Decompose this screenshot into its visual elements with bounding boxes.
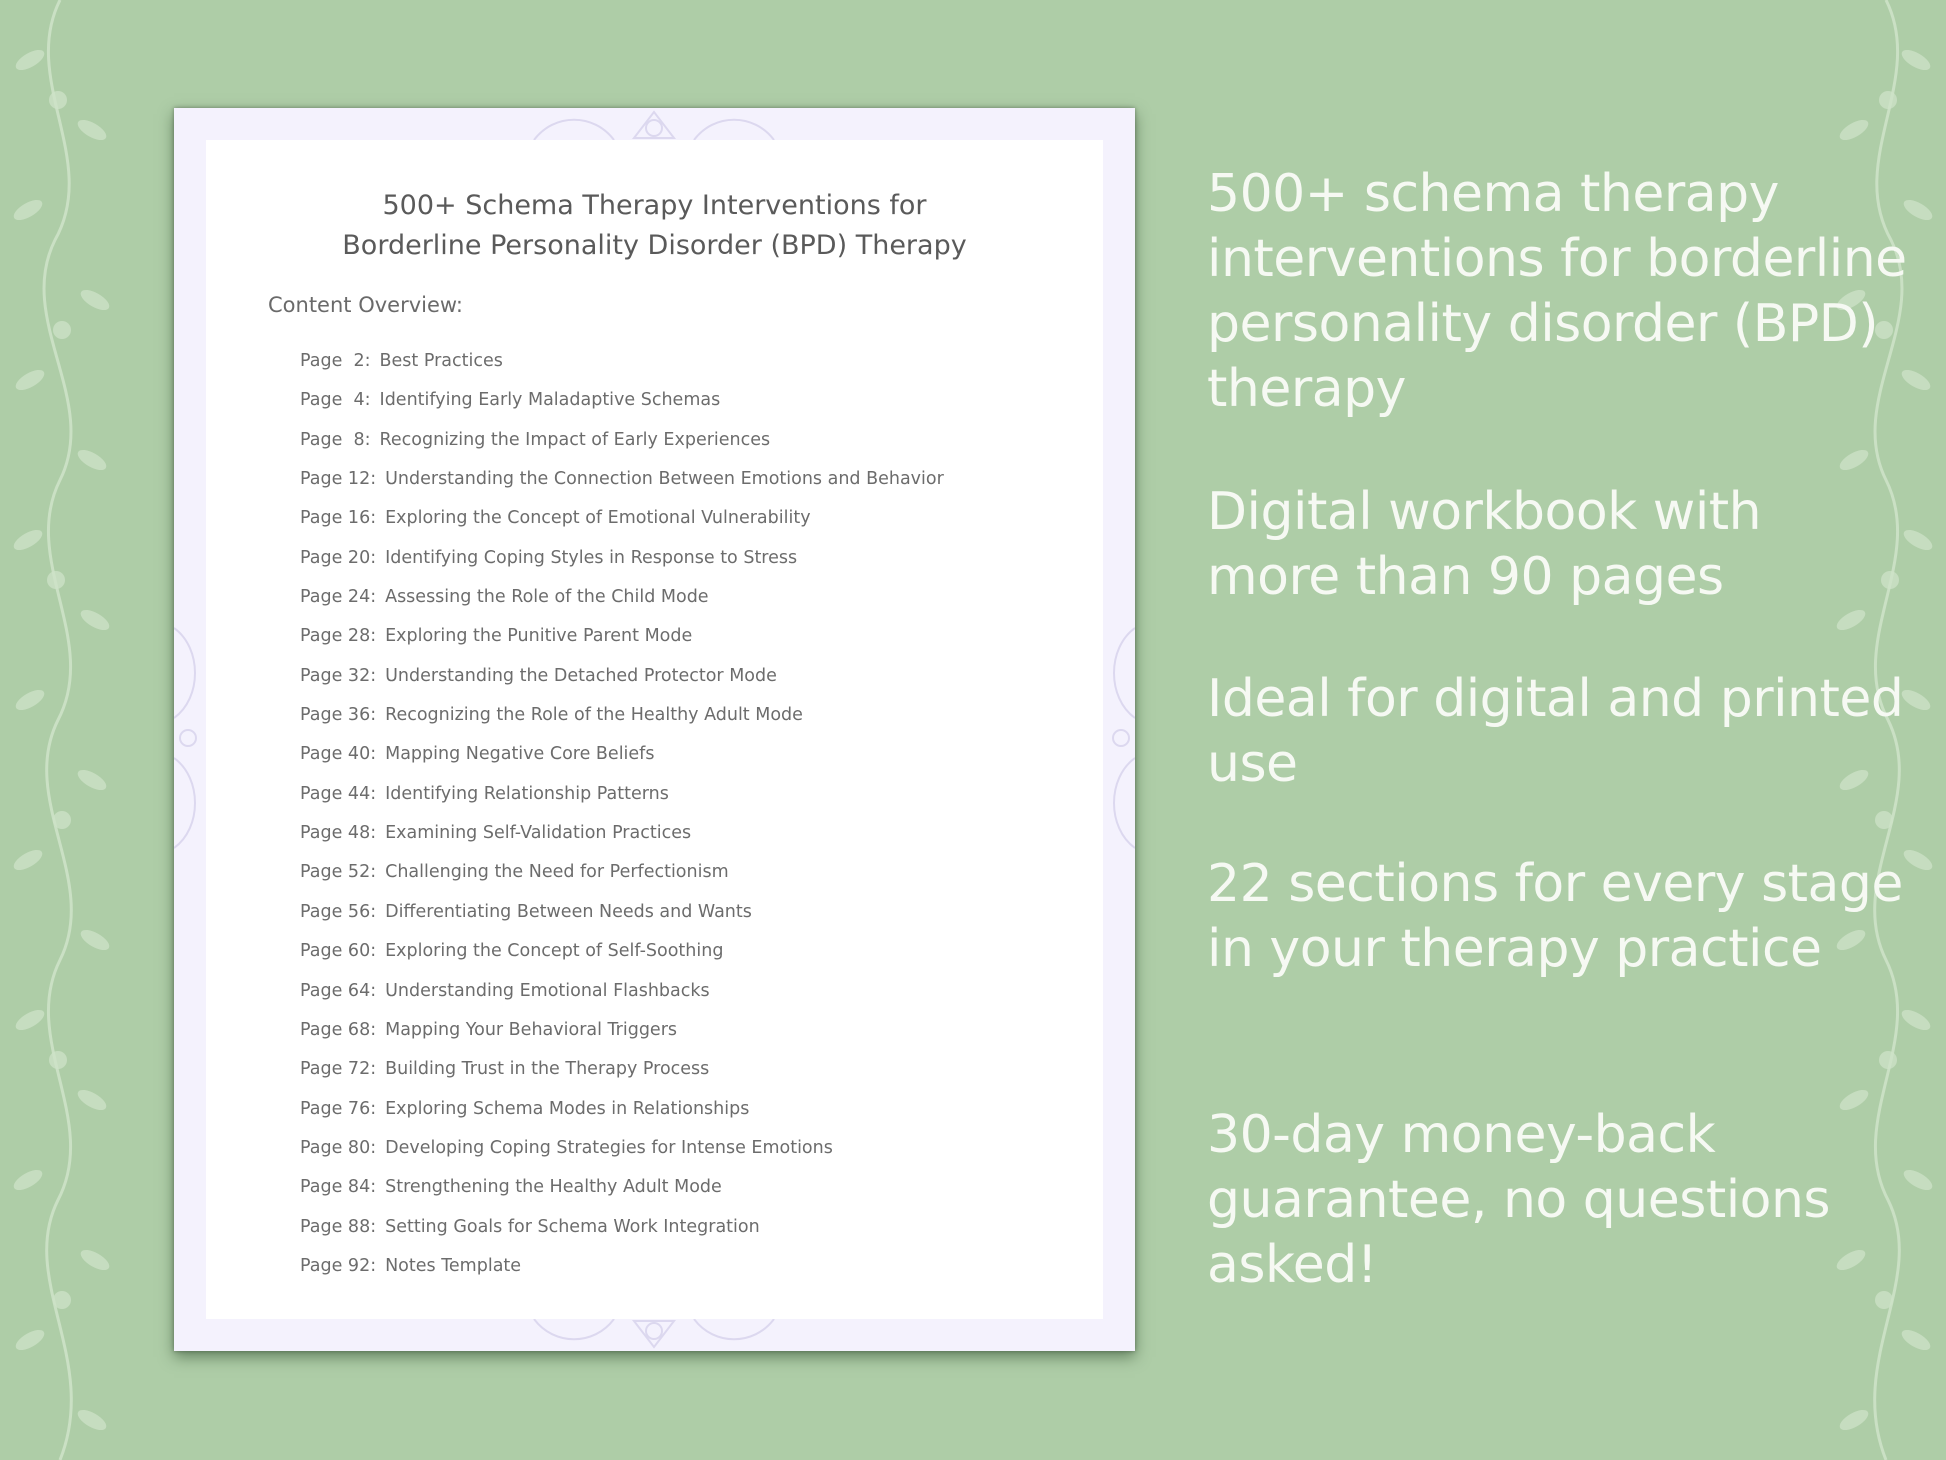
toc-item-title: Examining Self-Validation Practices <box>385 823 692 844</box>
toc-page-number: Page 72: <box>300 1059 377 1080</box>
toc-item-title: Identifying Coping Styles in Response to Stress <box>385 547 798 568</box>
document-title-line2: Borderline Personality Disorder (BPD) Therapy <box>342 230 967 261</box>
feature-text-2: Digital workbook with more than 90 pages <box>1207 482 1762 607</box>
toc-item-title: Differentiating Between Needs and Wants <box>385 901 752 922</box>
feature-text-1: 500+ schema therapy interventions for borderline personality disorder (BPD) therapy <box>1207 164 1907 419</box>
toc-page-number: Page 60: <box>300 941 377 962</box>
toc-item-title: Exploring the Punitive Parent Mode <box>385 626 693 647</box>
toc-item <box>300 350 944 389</box>
document-preview <box>174 108 1135 1351</box>
toc-page-number: Page 52: <box>300 862 377 883</box>
toc-item-title: Understanding Emotional Flashbacks <box>385 980 710 1001</box>
toc-page-number: Page 88: <box>300 1216 377 1237</box>
toc-item <box>300 1019 944 1058</box>
toc-item <box>300 665 944 704</box>
toc-item-title: Building Trust in the Therapy Process <box>385 1059 710 1080</box>
toc-item <box>300 625 944 664</box>
feature-text-5: 30-day money-back guarantee, no questions asked! <box>1207 1105 1831 1295</box>
toc-item-title: Setting Goals for Schema Work Integration <box>385 1216 760 1237</box>
toc-item-title: Exploring Schema Modes in Relationships <box>385 1098 750 1119</box>
document-title-line1: 500+ Schema Therapy Interventions for <box>382 190 927 221</box>
toc-item-title: Identifying Relationship Patterns <box>385 783 669 804</box>
toc-page-number: Page 28: <box>300 626 377 647</box>
toc-item-title: Recognizing the Impact of Early Experiences <box>379 429 771 450</box>
toc-page-number: Page 4: <box>300 390 371 411</box>
table-of-contents <box>300 350 944 1294</box>
toc-page-number: Page 64: <box>300 980 377 1001</box>
toc-item <box>300 1137 944 1176</box>
feature-text-4: 22 sections for every stage in your therapy practice <box>1207 854 1903 979</box>
toc-item <box>300 547 944 586</box>
toc-page-number: Page 56: <box>300 901 377 922</box>
toc-item-title: Best Practices <box>379 351 503 371</box>
toc-item <box>300 1098 944 1137</box>
toc-item <box>300 901 944 940</box>
toc-page-number: Page 44: <box>300 783 377 804</box>
content-overview-label: Content Overview: <box>268 293 463 317</box>
toc-item <box>300 507 944 546</box>
toc-item <box>300 743 944 782</box>
toc-item <box>300 1058 944 1097</box>
toc-page-number: Page 36: <box>300 705 377 726</box>
toc-page-number: Page 16: <box>300 508 377 529</box>
toc-page-number: Page 76: <box>300 1098 377 1119</box>
toc-item <box>300 704 944 743</box>
mandala-right-icon <box>1103 608 1135 868</box>
toc-item-title: Mapping Your Behavioral Triggers <box>385 1019 678 1040</box>
mandala-bottom-icon <box>514 1319 794 1351</box>
toc-item-title: Exploring the Concept of Self-Soothing <box>385 941 724 962</box>
toc-item <box>300 468 944 507</box>
toc-page-number: Page 2: <box>300 351 371 371</box>
toc-item <box>300 1255 944 1294</box>
toc-page-number: Page 32: <box>300 665 377 686</box>
document-title <box>206 186 1103 266</box>
toc-page-number: Page 20: <box>300 547 377 568</box>
toc-item-title: Exploring the Concept of Emotional Vulnerability <box>385 508 811 529</box>
toc-item <box>300 1216 944 1255</box>
toc-page-number: Page 24: <box>300 587 377 608</box>
toc-page-number: Page 84: <box>300 1177 377 1198</box>
document-page <box>206 140 1103 1319</box>
toc-item-title: Identifying Early Maladaptive Schemas <box>379 390 721 411</box>
mandala-left-icon <box>174 608 206 868</box>
toc-item-title: Assessing the Role of the Child Mode <box>385 587 709 608</box>
toc-item <box>300 822 944 861</box>
floral-vine-left-icon <box>0 0 130 1460</box>
toc-item <box>300 586 944 625</box>
feature-text-3: Ideal for digital and printed use <box>1207 669 1904 794</box>
toc-page-number: Page 68: <box>300 1019 377 1040</box>
toc-page-number: Page 8: <box>300 429 371 450</box>
toc-item <box>300 783 944 822</box>
toc-page-number: Page 12: <box>300 469 377 490</box>
toc-item-title: Understanding the Detached Protector Mode <box>385 665 777 686</box>
toc-item-title: Recognizing the Role of the Healthy Adult Mode <box>385 705 803 726</box>
toc-page-number: Page 92: <box>300 1255 377 1276</box>
toc-item <box>300 1176 944 1215</box>
toc-item-title: Strengthening the Healthy Adult Mode <box>385 1177 722 1198</box>
toc-item <box>300 389 944 428</box>
toc-item <box>300 429 944 468</box>
toc-page-number: Page 40: <box>300 744 377 765</box>
mandala-top-icon <box>514 108 794 140</box>
toc-item-title: Notes Template <box>385 1255 522 1276</box>
toc-page-number: Page 48: <box>300 823 377 844</box>
toc-item-title: Challenging the Need for Perfectionism <box>385 862 729 883</box>
toc-item-title: Developing Coping Strategies for Intense Emotions <box>385 1137 833 1158</box>
toc-item-title: Understanding the Connection Between Emotions and Behavior <box>385 469 944 490</box>
toc-item-title: Mapping Negative Core Beliefs <box>385 744 655 765</box>
toc-page-number: Page 80: <box>300 1137 377 1158</box>
toc-item <box>300 980 944 1019</box>
toc-item <box>300 940 944 979</box>
toc-item <box>300 861 944 900</box>
